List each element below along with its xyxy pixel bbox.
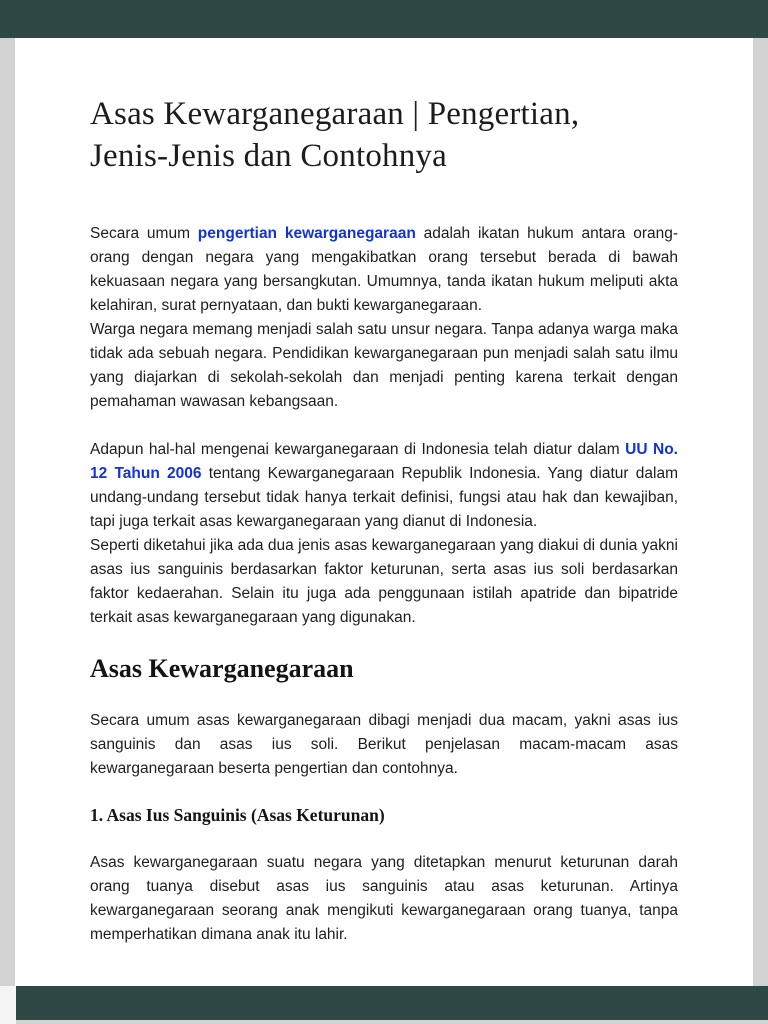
article-title	[90, 94, 678, 177]
uu-no-12-tahun-2006-link[interactable]: UU No. 12 Tahun 2006	[90, 441, 678, 483]
article-title-line-1: Asas Kewarganegaraan | Pengertian,	[90, 96, 580, 132]
paragraph-text: Adapun hal-hal mengenai kewarganegaraan di Indonesia telah diatur dalam	[90, 441, 626, 459]
article-title-line-2: Jenis-Jenis dan Contohnya	[90, 137, 447, 174]
paragraph-text: Secara umum asas kewarganegaraan dibagi menjadi dua macam, yakni asas ius sanguinis dan asas ius soli. Berikut penjelasan macam-macam asas kewarganegaraan beserta pengertian dan contohnya.	[90, 712, 678, 778]
bottom-border-bar	[16, 986, 768, 1020]
intro-paragraph-2	[90, 318, 678, 414]
bottom-left-notch	[0, 986, 16, 1024]
paragraph-text: Asas kewarganegaraan suatu negara yang ditetapkan menurut keturunan darah orang tuanya disebut asas ius sanguinis atau asas keturunan. Artinya kewarganegaraan seorang anak mengikuti kewarganegaraan orang tuanya, tanpa memperhatikan dimana anak itu lahir.	[90, 854, 678, 944]
paragraph-text: tentang Kewarganegaraan Republik Indonesia. Yang diatur dalam undang-undang tersebut tidak hanya terkait definisi, fungsi atau hak dan kewajiban, tapi juga terkait asas kewarganegaraan yang dianut di Indonesia.	[90, 465, 678, 531]
section-intro-paragraph	[90, 709, 678, 781]
subsection-heading-ius-sanguinis: 1. Asas Ius Sanguinis (Asas Keturunan)	[90, 805, 385, 826]
intro-paragraph-1	[90, 222, 678, 318]
paragraph-text: adalah ikatan hukum antara orang-orang dengan negara yang mengakibatkan orang tersebut berada di bawah kekuasaan negara yang bersangkutan. Umumnya, tanda ikatan hukum meliputi akta kelahiran, surat pernyataan, dan bukti kewarganegaraan.	[90, 225, 679, 315]
article-body	[90, 222, 678, 947]
law-paragraph	[90, 438, 678, 534]
paragraph-text: Seperti diketahui jika ada dua jenis asas kewarganegaraan yang diakui di dunia yakni asas ius sanguinis berdasarkan faktor keturunan, serta asas ius soli berdasarkan faktor kedaerahan. Selain itu juga ada penggunaan istilah apatride dan bipatride terkait asas kewarganegaraan yang digunakan.	[90, 537, 678, 627]
citizenship-types-paragraph	[90, 534, 678, 630]
top-border-bar	[0, 0, 768, 38]
pengertian-kewarganegaraan-link[interactable]: pengertian kewarganegaraan	[197, 225, 416, 243]
paragraph-text: Secara umum	[90, 225, 198, 243]
section-heading-asas-kewarganegaraan: Asas Kewarganegaraan	[90, 654, 354, 684]
paragraph-text: Warga negara memang menjadi salah satu unsur negara. Tanpa adanya warga maka tidak ada sebuah negara. Pendidikan kewarganegaraan pun menjadi salah satu ilmu yang diajarkan di sekolah-sekolah dan menjadi penting karena terkait dengan pemahaman wawasan kebangsaan.	[90, 321, 678, 411]
document-page	[15, 38, 753, 986]
ius-sanguinis-paragraph	[90, 851, 678, 947]
